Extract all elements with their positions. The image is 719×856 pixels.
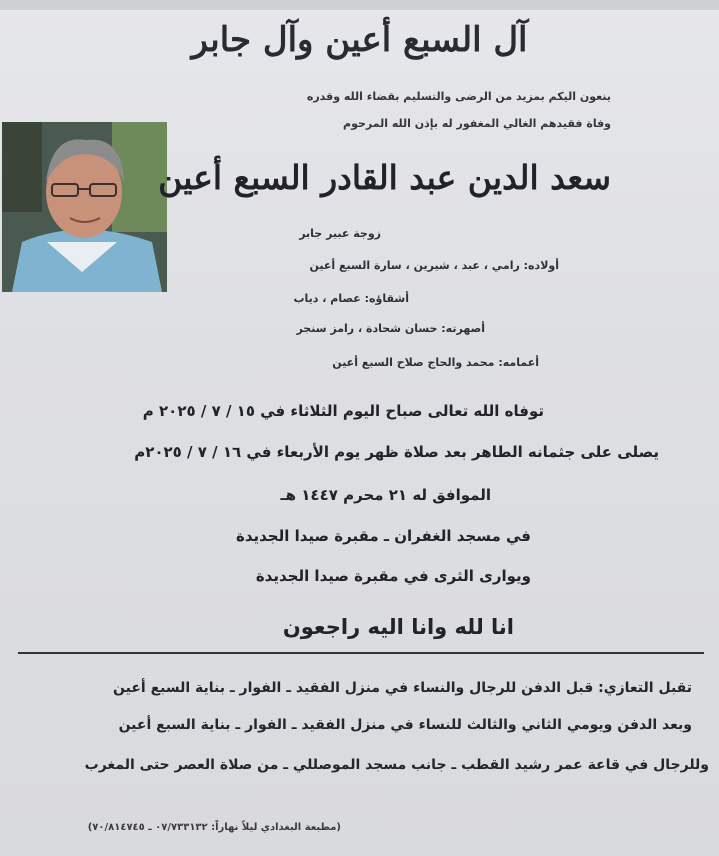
deceased-name: سعد الدين عبد القادر السبع أعين xyxy=(158,158,611,197)
intro-line-1: ينعون اليكم بمزيد من الرضى والتسليم بقضاء الله وقدره xyxy=(306,90,611,103)
in-laws-line: أصهرته: حسان شحادة ، رامز سنجر xyxy=(296,322,485,335)
hijri-date-line: الموافق له ٢١ محرم ١٤٤٧ هـ xyxy=(280,486,491,504)
divider-line xyxy=(18,652,704,654)
uncles-line: أعمامه: محمد والحاج صلاح السبع أعين xyxy=(332,356,539,369)
prayer-line: يصلى على جثمانه الطاهر بعد صلاة ظهر يوم الأربعاء في ١٦ / ٧ / ٢٠٢٥م xyxy=(134,443,659,461)
burial-line: ويوارى الثرى في مقبرة صيدا الجديدة xyxy=(255,567,531,585)
top-edge xyxy=(0,0,719,10)
closing-verse: انا لله وانا اليه راجعون xyxy=(282,615,514,639)
family-title: آل السبع أعين وآل جابر xyxy=(191,20,528,60)
deceased-photo xyxy=(2,122,167,292)
printer-footer: (مطبعة البغدادي ليلاً نهاراً: ٠٧/٧٣٣١٣٢ ـ ٧٠/٨١٤٧٤٥) xyxy=(87,822,341,833)
condolences-line-2: وبعد الدفن ويومي الثاني والثالث للنساء في منزل الفقيد ـ الفوار ـ بناية السبع أعين xyxy=(118,717,692,733)
children-line: أولاده: رامي ، عبد ، شيرين ، سارة السبع أعين xyxy=(309,259,559,272)
intro-line-2: وفاة فقيدهم الغالي المغفور له بإذن الله المرحوم xyxy=(343,117,611,130)
wife-line: زوجة عبير جابر xyxy=(299,227,381,240)
portrait-image xyxy=(2,122,167,292)
death-date-line: توفاه الله تعالى صباح اليوم الثلاثاء في ١٥ / ٧ / ٢٠٢٥ م xyxy=(142,402,544,420)
condolences-line-1: تقبل التعازي: قبل الدفن للرجال والنساء في منزل الفقيد ـ الفوار ـ بناية السبع أعين xyxy=(113,680,692,696)
condolences-line-3: وللرجال في قاعة عمر رشيد القطب ـ جانب مسجد الموصللي ـ من صلاة العصر حتى المغرب xyxy=(84,757,709,773)
mosque-line: في مسجد الغفران ـ مقبرة صيدا الجديدة xyxy=(235,527,531,545)
brothers-line: أشقاؤه: عصام ، دياب xyxy=(293,292,409,305)
